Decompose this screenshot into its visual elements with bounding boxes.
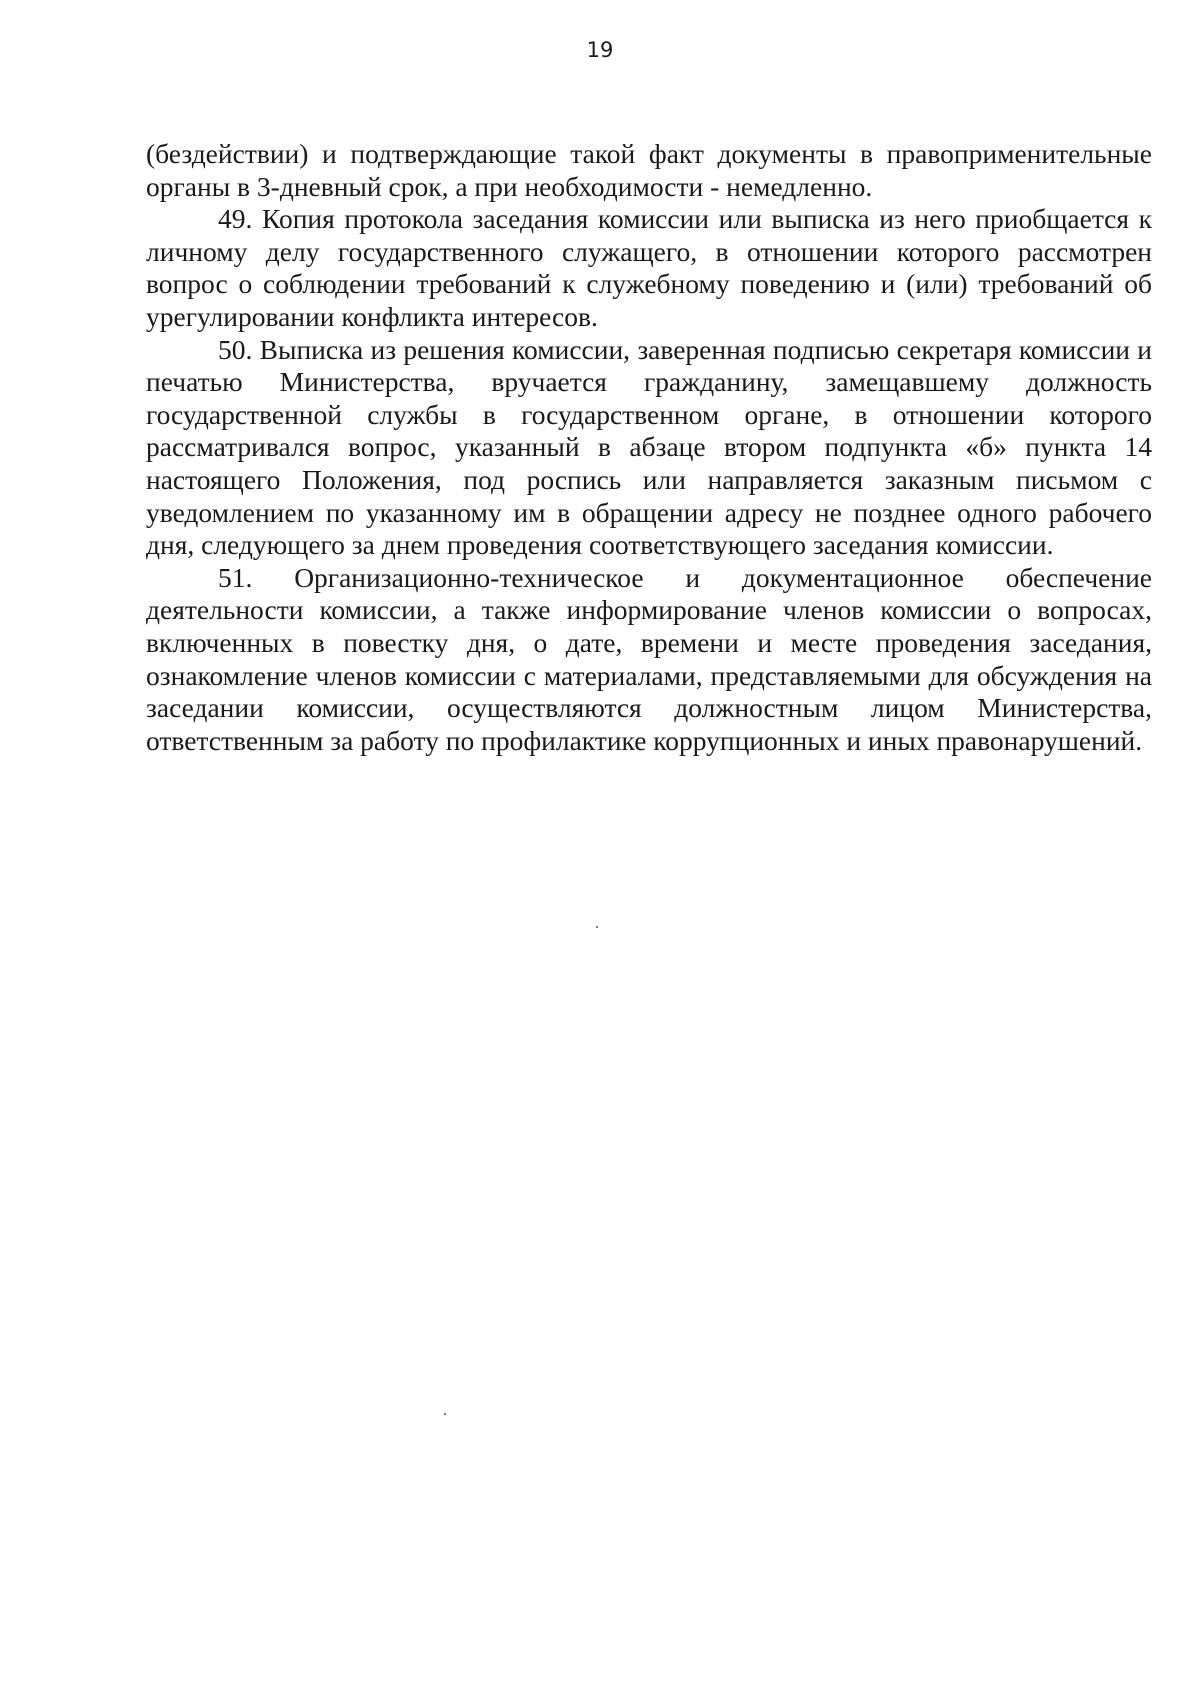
paragraph-50: 50. Выписка из решения комиссии, заверенная подписью секретаря комиссии и печатью Министерства, вручается гражданину, замещавшему должность государственной службы в государственном органе, в отношении которого рассматривался вопрос, указанный в абзаце втором подпункта «б» пункта 14 настоящего Положения, под роспись или направляется заказным письмом с уведомлением по указанному им в обращении адресу не позднее одного рабочего дня, следующего за днем проведения соответствующего заседания комиссии. [146, 333, 1152, 561]
page-number: 19 [586, 38, 614, 62]
paragraph-51: 51. Организационно-техническое и документационное обеспечение деятельности комиссии, а также информирование членов комиссии о вопросах, включенных в повестку дня, о дате, времени и месте проведения заседания, ознакомление членов комиссии с материалами, представляемыми для обсуждения на заседании комиссии, осуществляются должностным лицом Министерства, ответственным за работу по профилактике коррупционных и иных правонарушений. [146, 561, 1152, 756]
scan-speck [444, 1413, 446, 1415]
paragraph-49: 49. Копия протокола заседания комиссии или выписка из него приобщается к личному делу государственного служащего, в отношении которого рассмотрен вопрос о соблюдении требований к служебному поведению и (или) требований об урегулировании конфликта интересов. [146, 203, 1152, 332]
document-body [146, 138, 1152, 757]
paragraph-continuation: (бездействии) и подтверждающие такой факт документы в правоприменительные органы в 3-дневный срок, а при необходимости - немедленно. [146, 138, 1152, 202]
scan-speck [596, 926, 598, 928]
